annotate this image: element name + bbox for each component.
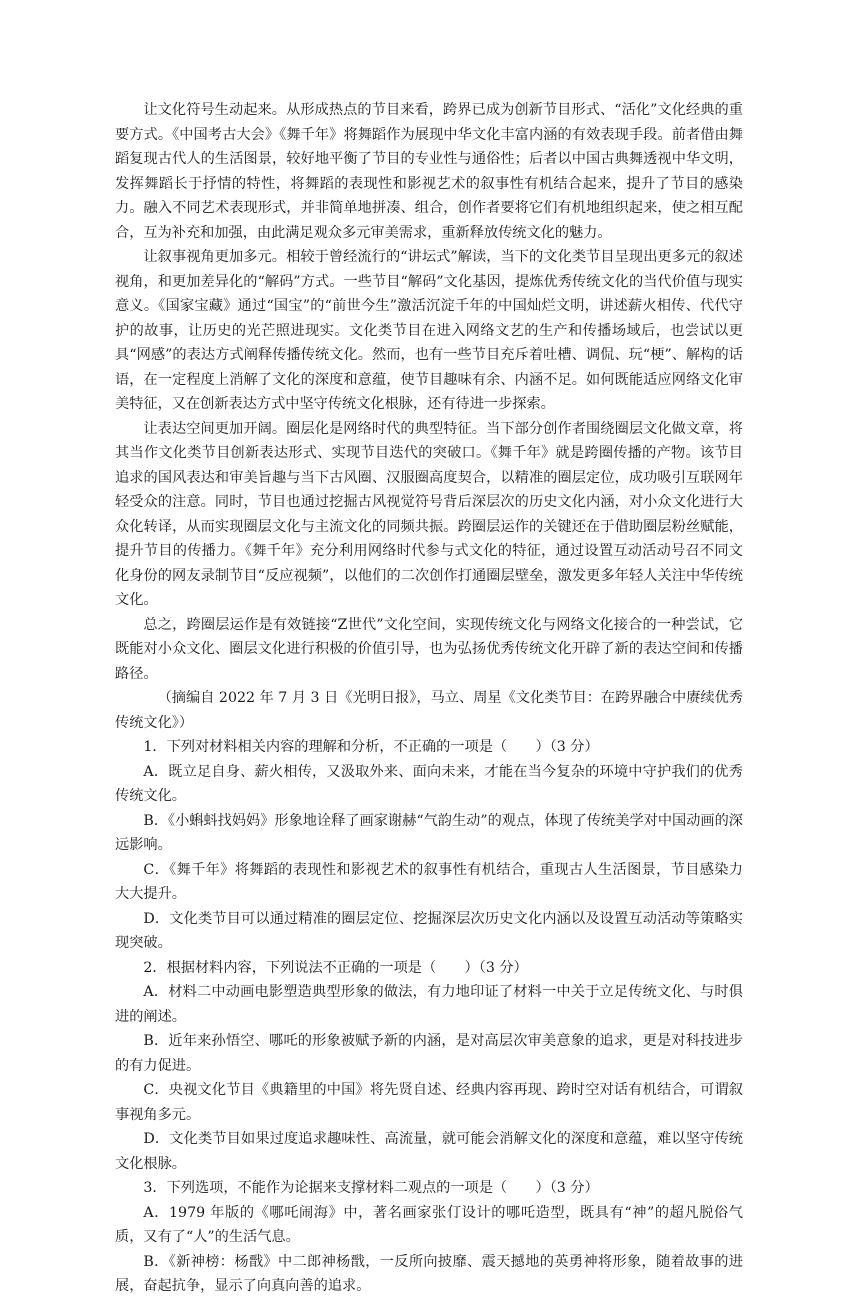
question-2-option-d: D．文化类节目如果过度追求趣味性、高流量，就可能会消解文化的深度和意蕴，难以坚守传统文化根脉。 [115,1131,743,1172]
passage-source: （摘编自 2022 年 7 月 3 日《光明日报》，马立、周星《文化类节目：在跨界融合中赓续优秀传统文化》） [115,690,743,731]
question-1-stem: 1．下列对材料相关内容的理解和分析，不正确的一项是（ ）（3 分） [143,739,599,755]
passage-paragraph-4: 总之，跨圈层运作是有效链接“Z世代”文化空间，实现传统文化与网络文化接合的一种尝试，它既能对小众文化、圈层文化进行积极的价值引导，也为弘扬优秀传统文化开辟了新的表达空间和传播路径。 [115,616,743,682]
question-2-stem: 2．根据材料内容，下列说法不正确的一项是（ ）（3 分） [143,959,528,976]
question-3-option-b: B．《新神榜：杨戬》中二郎神杨戬，一反所向披靡、震天撼地的英勇神将形象，随着故事的进展，奋起抗争，显示了向真向善的追求。 [115,1253,743,1294]
question-2-option-b: B．近年来孙悟空、哪吒的形象被赋予新的内涵，是对高层次审美意象的追求，更是对科技进步的有力促进。 [115,1033,743,1074]
question-1-option-b: B．《小蝌蚪找妈妈》形象地诠释了画家谢赫“气韵生动”的观点，体现了传统美学对中国动画的深远影响。 [115,812,743,853]
question-1-option-c: C．《舞千年》将舞蹈的表现性和影视艺术的叙事性有机结合，重现古人生活图景，节目感染力大大提升。 [115,861,743,902]
question-3-stem: 3．下列选项，不能作为论据来支撑材料二观点的一项是（ ）（3 分） [143,1180,599,1196]
question-1-option-d: D．文化类节目可以通过精准的圈层定位、挖掘深层次历史文化内涵以及设置互动活动等策略实现突破。 [115,910,743,951]
passage-paragraph-2: 让叙事视角更加多元。相较于曾经流行的“讲坛式”解读，当下的文化类节目呈现出更多元的叙述视角，和更加差异化的“解码”方式。一些节目“解码”文化基因，提炼优秀传统文化的当代价值与现实意义。《国家宝藏》通过“国宝”的“前世今生”激活沉淀千年的中国灿烂文明，讲述薪火相传、代代守护的故事，让历史的光芒照进现实。文化类节目在进入网络文艺的生产和传播场域后，也尝试以更具“网感”的表达方式阐释传播传统文化。然而，也有一些节目充斥着吐槽、调侃、玩“梗”、解构的话语，在一定程度上消解了文化的深度和意蕴，使节目趣味有余、内涵不足。如何既能适应网络文化审美特征，又在创新表达方式中坚守传统文化根脉，还有待进一步探索。 [115,249,743,412]
question-2-option-a: A．材料二中动画电影塑造典型形象的做法，有力地印证了材料一中关于立足传统文化、与时俱进的阐述。 [115,984,743,1025]
passage-paragraph-3: 让表达空间更加开阔。圈层化是网络时代的典型特征。当下部分创作者围绕圈层文化做文章，将其当作文化类节目创新表达形式、实现节目迭代的突破口。《舞千年》就是跨圈传播的产物。该节目追求的国风表达和审美旨趣与当下古风圈、汉服圈高度契合，以精准的圈层定位，成功吸引互联网年轻受众的注意。同时，节目也通过挖掘古风视觉符号背后深层次的历史文化内涵，对小众文化进行大众化转译，从而实现圈层文化与主流文化的同频共振。跨圈层运作的关键还在于借助圈层粉丝赋能，提升节目的传播力。《舞千年》充分利用网络时代参与式文化的特征，通过设置互动活动号召不同文化身份的网友录制节目“反应视频”，以他们的二次创作打通圈层壁垒，激发更多年轻人关注中华传统文化。 [115,420,743,608]
passage-paragraph-1: 让文化符号生动起来。从形成热点的节目来看，跨界已成为创新节目形式、“活化”文化经典的重要方式。《中国考古大会》《舞千年》将舞蹈作为展现中华文化丰富内涵的有效表现手段。前者借由舞蹈复现古代人的生活图景，较好地平衡了节目的专业性与通俗性；后者以中国古典舞透视中华文明，发挥舞蹈长于抒情的特性，将舞蹈的表现性和影视艺术的叙事性有机结合起来，提升了节目的感染力。融入不同艺术表现形式，并非简单地拼凑、组合，创作者要将它们有机地组织起来，使之相互配合，互为补充和加强，由此满足观众多元审美需求，重新释放传统文化的魅力。 [115,102,743,241]
exam-page [115,98,743,1299]
question-1-option-a: A．既立足自身、薪火相传，又汲取外来、面向未来，才能在当今复杂的环境中守护我们的优秀传统文化。 [115,763,743,804]
question-3-option-a: A．1979 年版的《哪吒闹海》中，著名画家张仃设计的哪吒造型，既具有“神”的超凡脱俗气质，又有了“人”的生活气息。 [115,1204,743,1245]
question-2-option-c: C．央视文化节目《典籍里的中国》将先贤自述、经典内容再现、跨时空对话有机结合，可谓叙事视角多元。 [115,1082,743,1123]
